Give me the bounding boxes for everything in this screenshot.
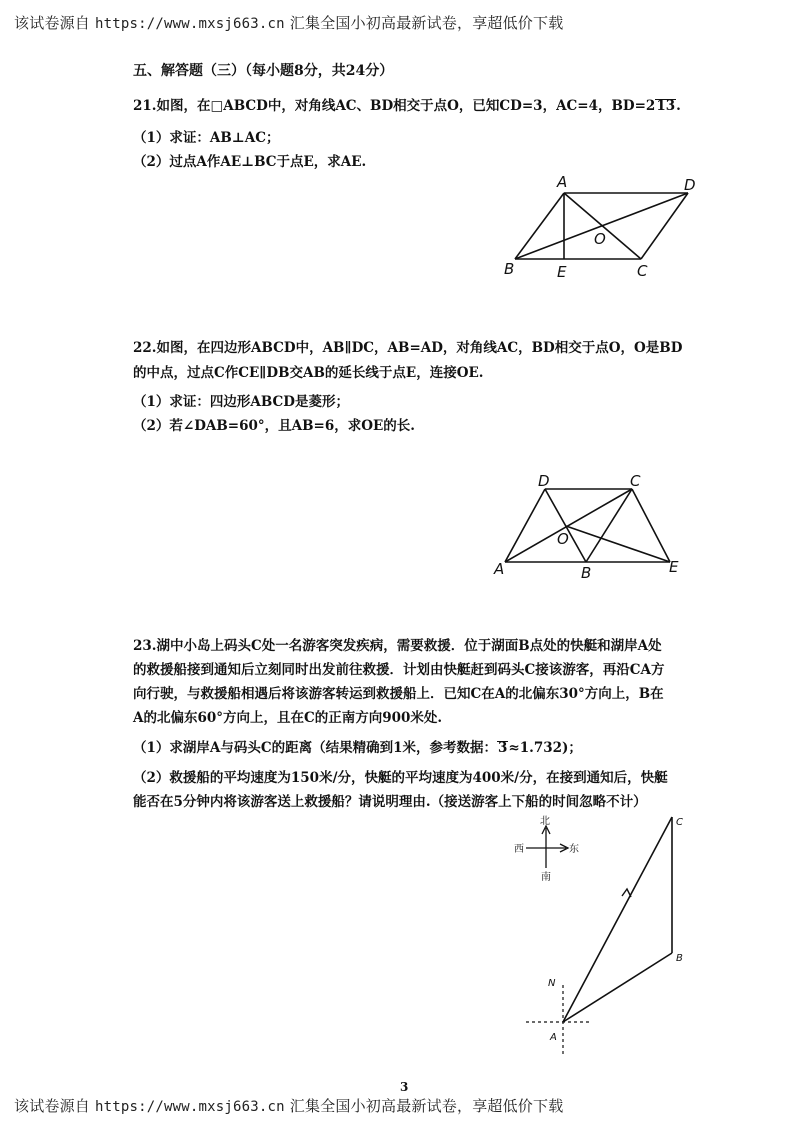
q23-part1-text: （1）求湖岸A与码头C的距离（结果精确到1米，参考数据：: [133, 740, 498, 756]
q22-diagonal-AC: [505, 489, 632, 562]
q22-edge-CB: [586, 489, 632, 562]
q23-sqrt-3: 3: [498, 740, 508, 756]
q21-edge-DC: [641, 193, 688, 259]
page-number: 3: [400, 1080, 409, 1094]
q23-line4: A的北偏东60°方向上，且在C的正南方向900米处.: [133, 710, 443, 726]
header-url-link[interactable]: https://www.mxsj663.cn: [94, 16, 285, 32]
header-suffix: 汇集全国小初高最新试卷，享超低价下载: [289, 14, 564, 32]
q23-segment-AB: [563, 953, 672, 1022]
q22-part2: （2）若∠DAB=60°，且AB=6，求OE的长.: [133, 418, 415, 434]
q21-label-D: D: [684, 176, 696, 194]
page-footer: [14, 1095, 563, 1116]
q23-label-C: C: [676, 817, 683, 828]
q23-segment-AC: [563, 817, 672, 1022]
q23-compass-south: 南: [541, 872, 551, 883]
q21-stem-text: 21.如图，在□ABCD中，对角线AC、BD相交于点O，已知CD=3，AC=4，BD=2: [133, 98, 656, 114]
q22-label-O: O: [557, 530, 569, 548]
q23-line2: 的救援船接到通知后立刻同时出发前往救援．计划由快艇赶到码头C接该游客，再沿CA方: [133, 662, 665, 678]
q22-label-D: D: [538, 472, 550, 490]
q23-part2-line1: （2）救援船的平均速度为150米/分，快艇的平均速度为400米/分，在接到通知后，快艇: [133, 770, 668, 786]
q23-label-A: A: [550, 1032, 557, 1043]
header-prefix: 该试卷源自: [14, 14, 91, 32]
q23-compass-north: 北: [540, 816, 550, 827]
q21-part1: （1）求证：AB⊥AC；: [133, 130, 280, 146]
q23-compass-west: 西: [514, 844, 524, 855]
footer-suffix: 汇集全国小初高最新试卷，享超低价下载: [289, 1097, 564, 1115]
q21-label-O: O: [594, 230, 606, 248]
q21-part2: （2）过点A作AE⊥BC于点E，求AE.: [133, 154, 367, 170]
q21-label-C: C: [637, 262, 648, 280]
section-title: 五、解答题（三）（每小题8分，共24分）: [133, 63, 394, 79]
q23-part2-line2: 能否在5分钟内将该游客送上救援船？请说明理由.（接送游客上下船的时间忽略不计）: [133, 794, 647, 810]
q22-label-B: B: [581, 564, 592, 582]
q22-line2: 的中点，过点C作CE∥DB交AB的延长线于点E，连接OE.: [133, 365, 484, 381]
q22-label-A: A: [494, 560, 505, 578]
q21-label-A: A: [557, 173, 568, 191]
q21-label-E: E: [557, 263, 567, 281]
q22-diagonal-BD: [545, 489, 586, 562]
footer-url-link[interactable]: https://www.mxsj663.cn: [94, 1099, 285, 1115]
q22-label-C: C: [630, 472, 641, 490]
q23-part1: [133, 736, 582, 756]
q21-stem-end: .: [676, 98, 681, 114]
q23-part1-end: ≈1.732)；: [508, 740, 582, 756]
q21-diagonal-BD: [515, 193, 688, 259]
q22-part1: （1）求证：四边形ABCD是菱形；: [133, 394, 349, 410]
q21-sqrt-13: 13: [656, 98, 676, 114]
q23-compass-east: 东: [569, 844, 579, 855]
q21-label-B: B: [504, 260, 515, 278]
q22-line1: 22.如图，在四边形ABCD中，AB∥DC，AB=AD，对角线AC，BD相交于点O，O是BD: [133, 340, 683, 356]
q23-direction-arrow-icon: [622, 889, 631, 897]
footer-prefix: 该试卷源自: [14, 1097, 91, 1115]
q23-line1: 23.湖中小岛上码头C处一名游客突发疾病，需要救援．位于湖面B点处的快艇和湖岸A处: [133, 638, 662, 654]
q23-label-B: B: [676, 953, 683, 964]
q23-line3: 向行驶，与救援船相遇后将该游客转运到救援船上．已知C在A的北偏东30°方向上，B在: [133, 686, 664, 702]
q23-label-N: N: [548, 978, 556, 989]
q22-label-E: E: [669, 558, 679, 576]
